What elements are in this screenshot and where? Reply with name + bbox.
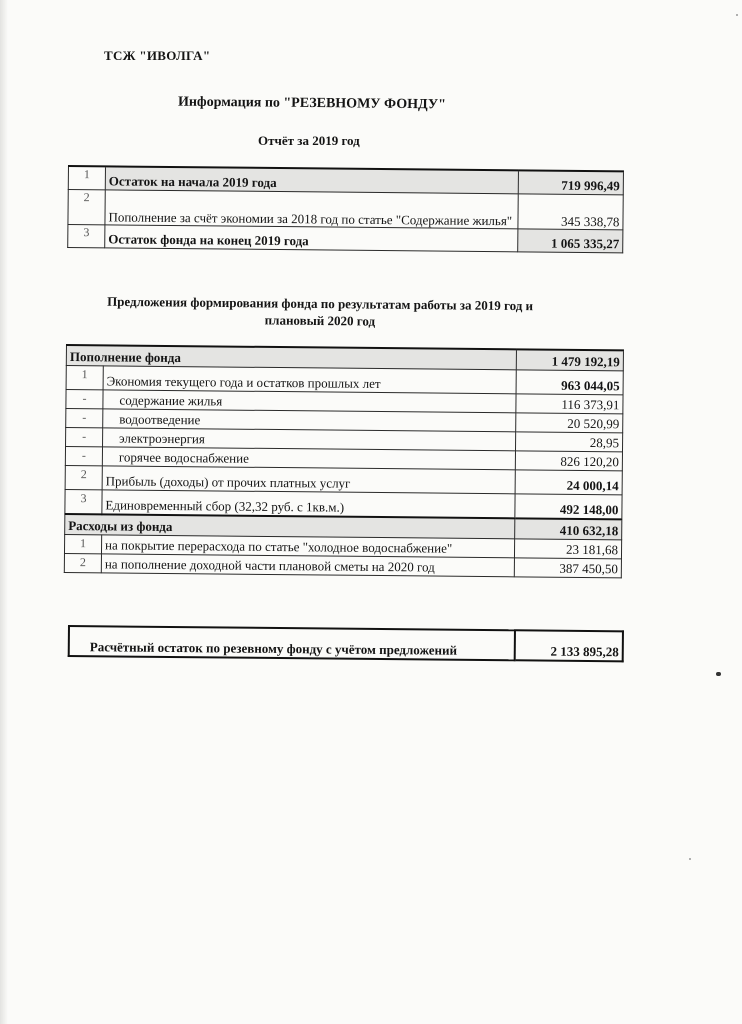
row-number: -: [66, 390, 103, 409]
row-label: содержание жилья: [103, 390, 516, 413]
section-amount: 410 632,18: [515, 518, 622, 540]
table-row: [68, 225, 623, 253]
row-number: -: [66, 409, 103, 428]
row-amount: 23 181,68: [514, 539, 621, 559]
row-label: Остаток на начала 2019 года: [105, 166, 518, 193]
row-amount: 492 148,00: [515, 494, 622, 520]
report-table: [67, 165, 624, 253]
row-label: на покрытие перерасхода по статье "холодное водоснабжение": [101, 535, 514, 558]
scan-speck: [736, 14, 738, 16]
table-row: [64, 553, 621, 577]
section-amount: 1 479 192,19: [516, 349, 623, 371]
organization-name: ТСЖ "ИВОЛГА": [104, 48, 211, 63]
summary-amount: 2 133 895,28: [515, 630, 623, 661]
row-number: 1: [64, 534, 101, 553]
row-label: электроэнергия: [103, 428, 516, 451]
row-amount: 387 450,50: [514, 558, 621, 578]
row-label: Прибыль (доходы) от прочих платных услуг: [102, 466, 515, 494]
scan-speck: [689, 858, 691, 860]
row-amount: 24 000,14: [515, 470, 622, 495]
row-amount: 28,95: [515, 432, 622, 452]
section-label: Расходы из фонда: [65, 514, 515, 539]
row-label: на пополнение доходной части плановой сметы на 2020 год: [101, 554, 514, 577]
proposal-table: [64, 344, 624, 578]
summary-row: [69, 626, 623, 661]
row-number: 1: [66, 366, 103, 390]
proposal-title: Предложения формирования фонда по результатам работы за 2019 год и плановый 2020 год: [107, 293, 534, 329]
row-amount: 963 044,05: [516, 370, 623, 395]
row-number: -: [65, 447, 102, 466]
scan-speck: [716, 672, 721, 676]
row-amount: 1 065 335,27: [518, 229, 623, 253]
row-number: 3: [68, 225, 105, 248]
row-label: Экономия текущего года и остатков прошлых лет: [103, 366, 516, 394]
row-number: 2: [65, 465, 102, 489]
row-label: Единовременный сбор (32,32 руб. с 1кв.м.): [102, 490, 515, 518]
row-number: 3: [65, 489, 102, 514]
section-label: Пополнение фонда: [66, 345, 516, 370]
row-label: горячее водоснабжение: [102, 447, 515, 470]
report-subtitle: Отчёт за 2019 год: [258, 133, 360, 148]
row-amount: 826 120,20: [515, 451, 622, 471]
row-number: -: [66, 428, 103, 447]
table-row: [68, 190, 623, 230]
summary-table: [68, 625, 624, 662]
row-amount: 345 338,78: [518, 194, 623, 230]
summary-label: Расчётный остаток по резевному фонду с учётом предложений: [69, 626, 515, 660]
row-label: Пополнение за счёт экономии за 2018 год по статье "Содержание жилья": [105, 190, 518, 229]
row-amount: 719 996,49: [518, 170, 623, 195]
row-number: 1: [68, 166, 105, 190]
row-label: Остаток фонда на конец 2019 года: [105, 225, 518, 252]
document-title: Информация по "РЕЗЕВНОМУ ФОНДУ": [177, 94, 446, 113]
row-number: 2: [68, 190, 105, 225]
row-number: 2: [64, 553, 101, 572]
row-amount: 116 373,91: [516, 394, 623, 414]
row-label: водоотведение: [103, 409, 516, 432]
row-amount: 20 520,99: [516, 413, 623, 433]
scan-edge: [0, 0, 8, 1024]
